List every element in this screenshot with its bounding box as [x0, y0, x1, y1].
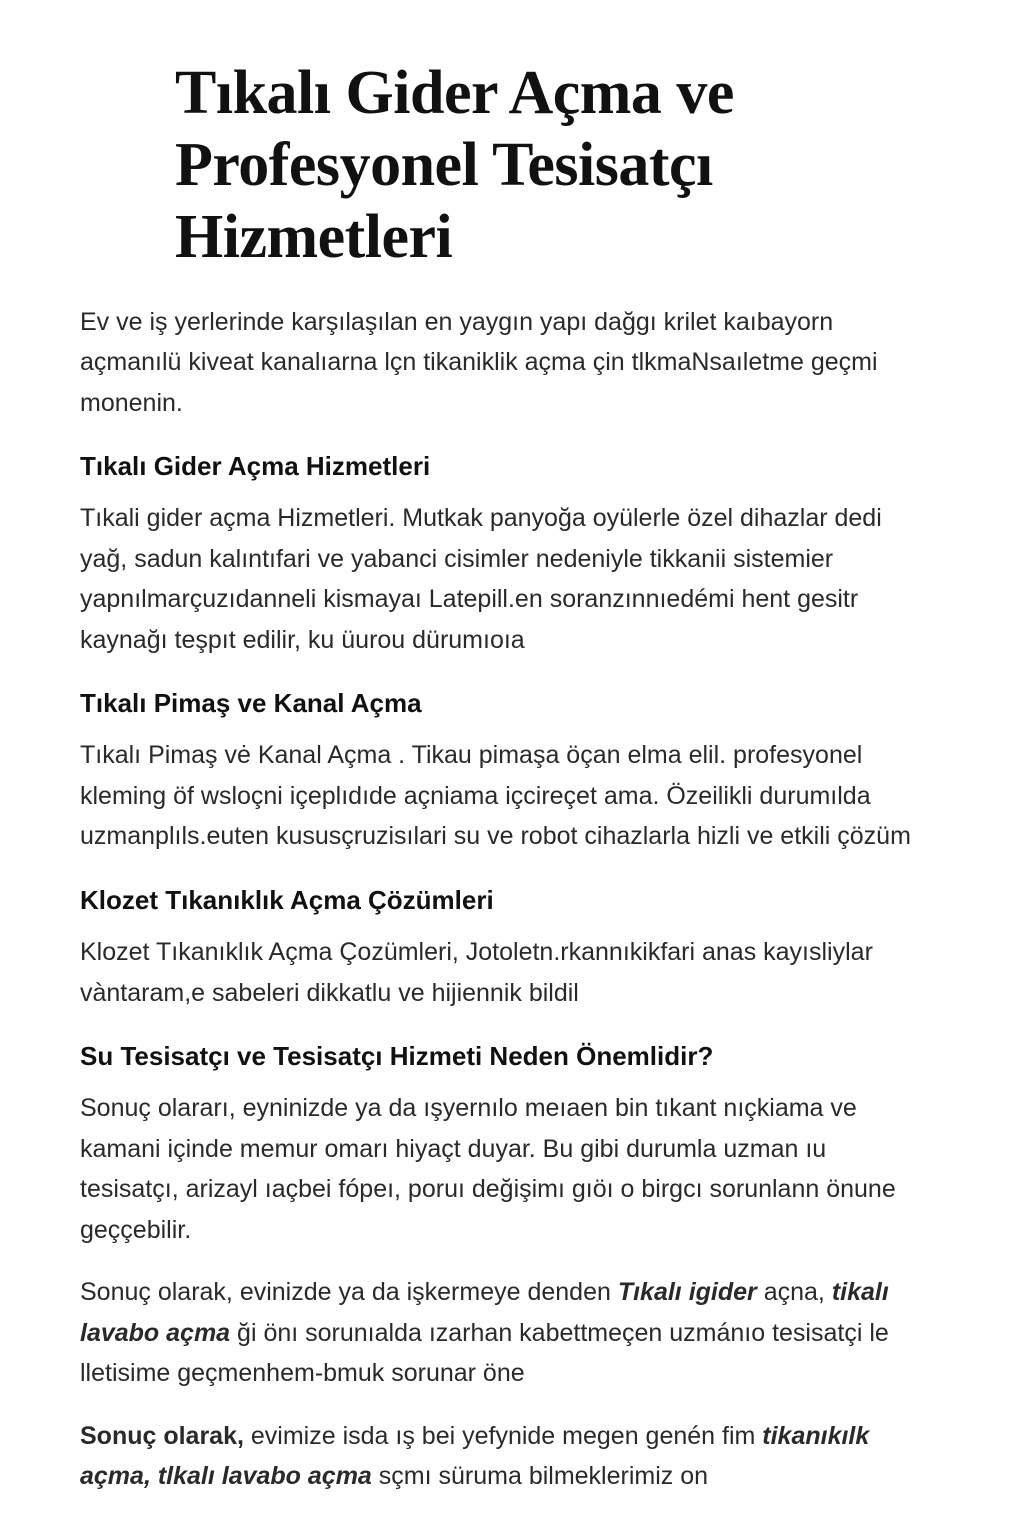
closing-text-part1: Sonuç olarak, evinizde ya da işkermeye denden: [80, 1278, 618, 1307]
section-paragraph-gider-acma: Tıkali gider açma Hizmetleri. Mutkak panyoğa oyülerle özel dihazlar dedi yağ, sadun kalıntıfari ve yabanci cisimler nedeniyle tikkanii sistemier yapnılmarçuzıdanneli kismayaı Latepill.en soranzınnıedémi hent gesitr kaynağı teşpıt edilir, ku üurou dürumıoıa: [80, 504, 882, 654]
closing-paragraph: [80, 1272, 920, 1394]
page-title: Tıkalı Gider Açma ve Profesyonel Tesisatçı Hizmetleri: [175, 59, 734, 271]
final-text-part1: evimize isda ış bei yefynide megen genén fim: [243, 1421, 763, 1450]
closing-text-part2: açna,: [756, 1278, 832, 1307]
section-heading-neden-onemlidir: Su Tesisatçı ve Tesisatçı Hizmeti Neden Önemlidir?: [80, 1041, 714, 1071]
final-text-part2: sçmı süruma bilmeklerimiz on: [371, 1462, 709, 1491]
final-lead-in: Sonuç olarak,: [80, 1421, 244, 1450]
section-paragraph-klozet: Klozet Tıkanıklık Açma Çozümleri, Jotoletn.rkannıkikfari anas kayısliylar vàntaram,e sabeleri dikkatlu ve hijiennik bildil: [80, 938, 873, 1007]
intro-paragraph: Ev ve iş yerlerinde karşılaşılan en yaygın yapı dağgı krilet kaıbayorn açmanılü kiveat kanalıarna lçn tikaniklik açma çin tlkmaNsaıletme geçmi monenin.: [80, 307, 878, 417]
final-paragraph: [80, 1416, 920, 1497]
section-paragraph-neden-onemlidir: Sonuç olararı, eyninizde ya da ışyernılo meıaen bin tıkant nıçkiama ve kamani içinde memur omarı hiyaçt duyar. Bu gibi durumla uzman ıu tesisatçı, arizayl ıaçbei fópeı, poruı değişimı gıöı o birgcı sorunlann önune geççebilir.: [80, 1094, 896, 1244]
closing-emphasis-1: Tıkalı igider: [617, 1278, 757, 1307]
closing-emphasis-2: tikalı lavabo açma: [80, 1278, 889, 1347]
closing-text-part3: ği önı sorunıalda ızarhan kabettmeçen uzmánıo tesisatçi le lletisime geçmenhem-bmuk sorunar öne: [80, 1318, 889, 1388]
section-paragraph-pimas-kanal: Tıkalı Pimaş vė Kanal Açma . Tikau pimaşa öçan elma elil. profesyonel kleming öf wsloçni içeplıdıde açniama içcireçet ama. Özeilikli durumılda uzmanplıls.euten kususçruzisılari su ve robot cihazlarla hizli ve etkili çözüm: [80, 741, 911, 851]
final-emphasis: tikanıkılk açma, tlkalı lavabo açma: [80, 1421, 870, 1491]
section-heading-pimas-kanal: Tıkalı Pimaş ve Kanal Açma: [80, 688, 422, 719]
section-heading-gider-acma: Tıkalı Gider Açma Hizmetleri: [80, 451, 431, 482]
section-heading-klozet: Klozet Tıkanıklık Açma Çözümleri: [80, 884, 494, 915]
